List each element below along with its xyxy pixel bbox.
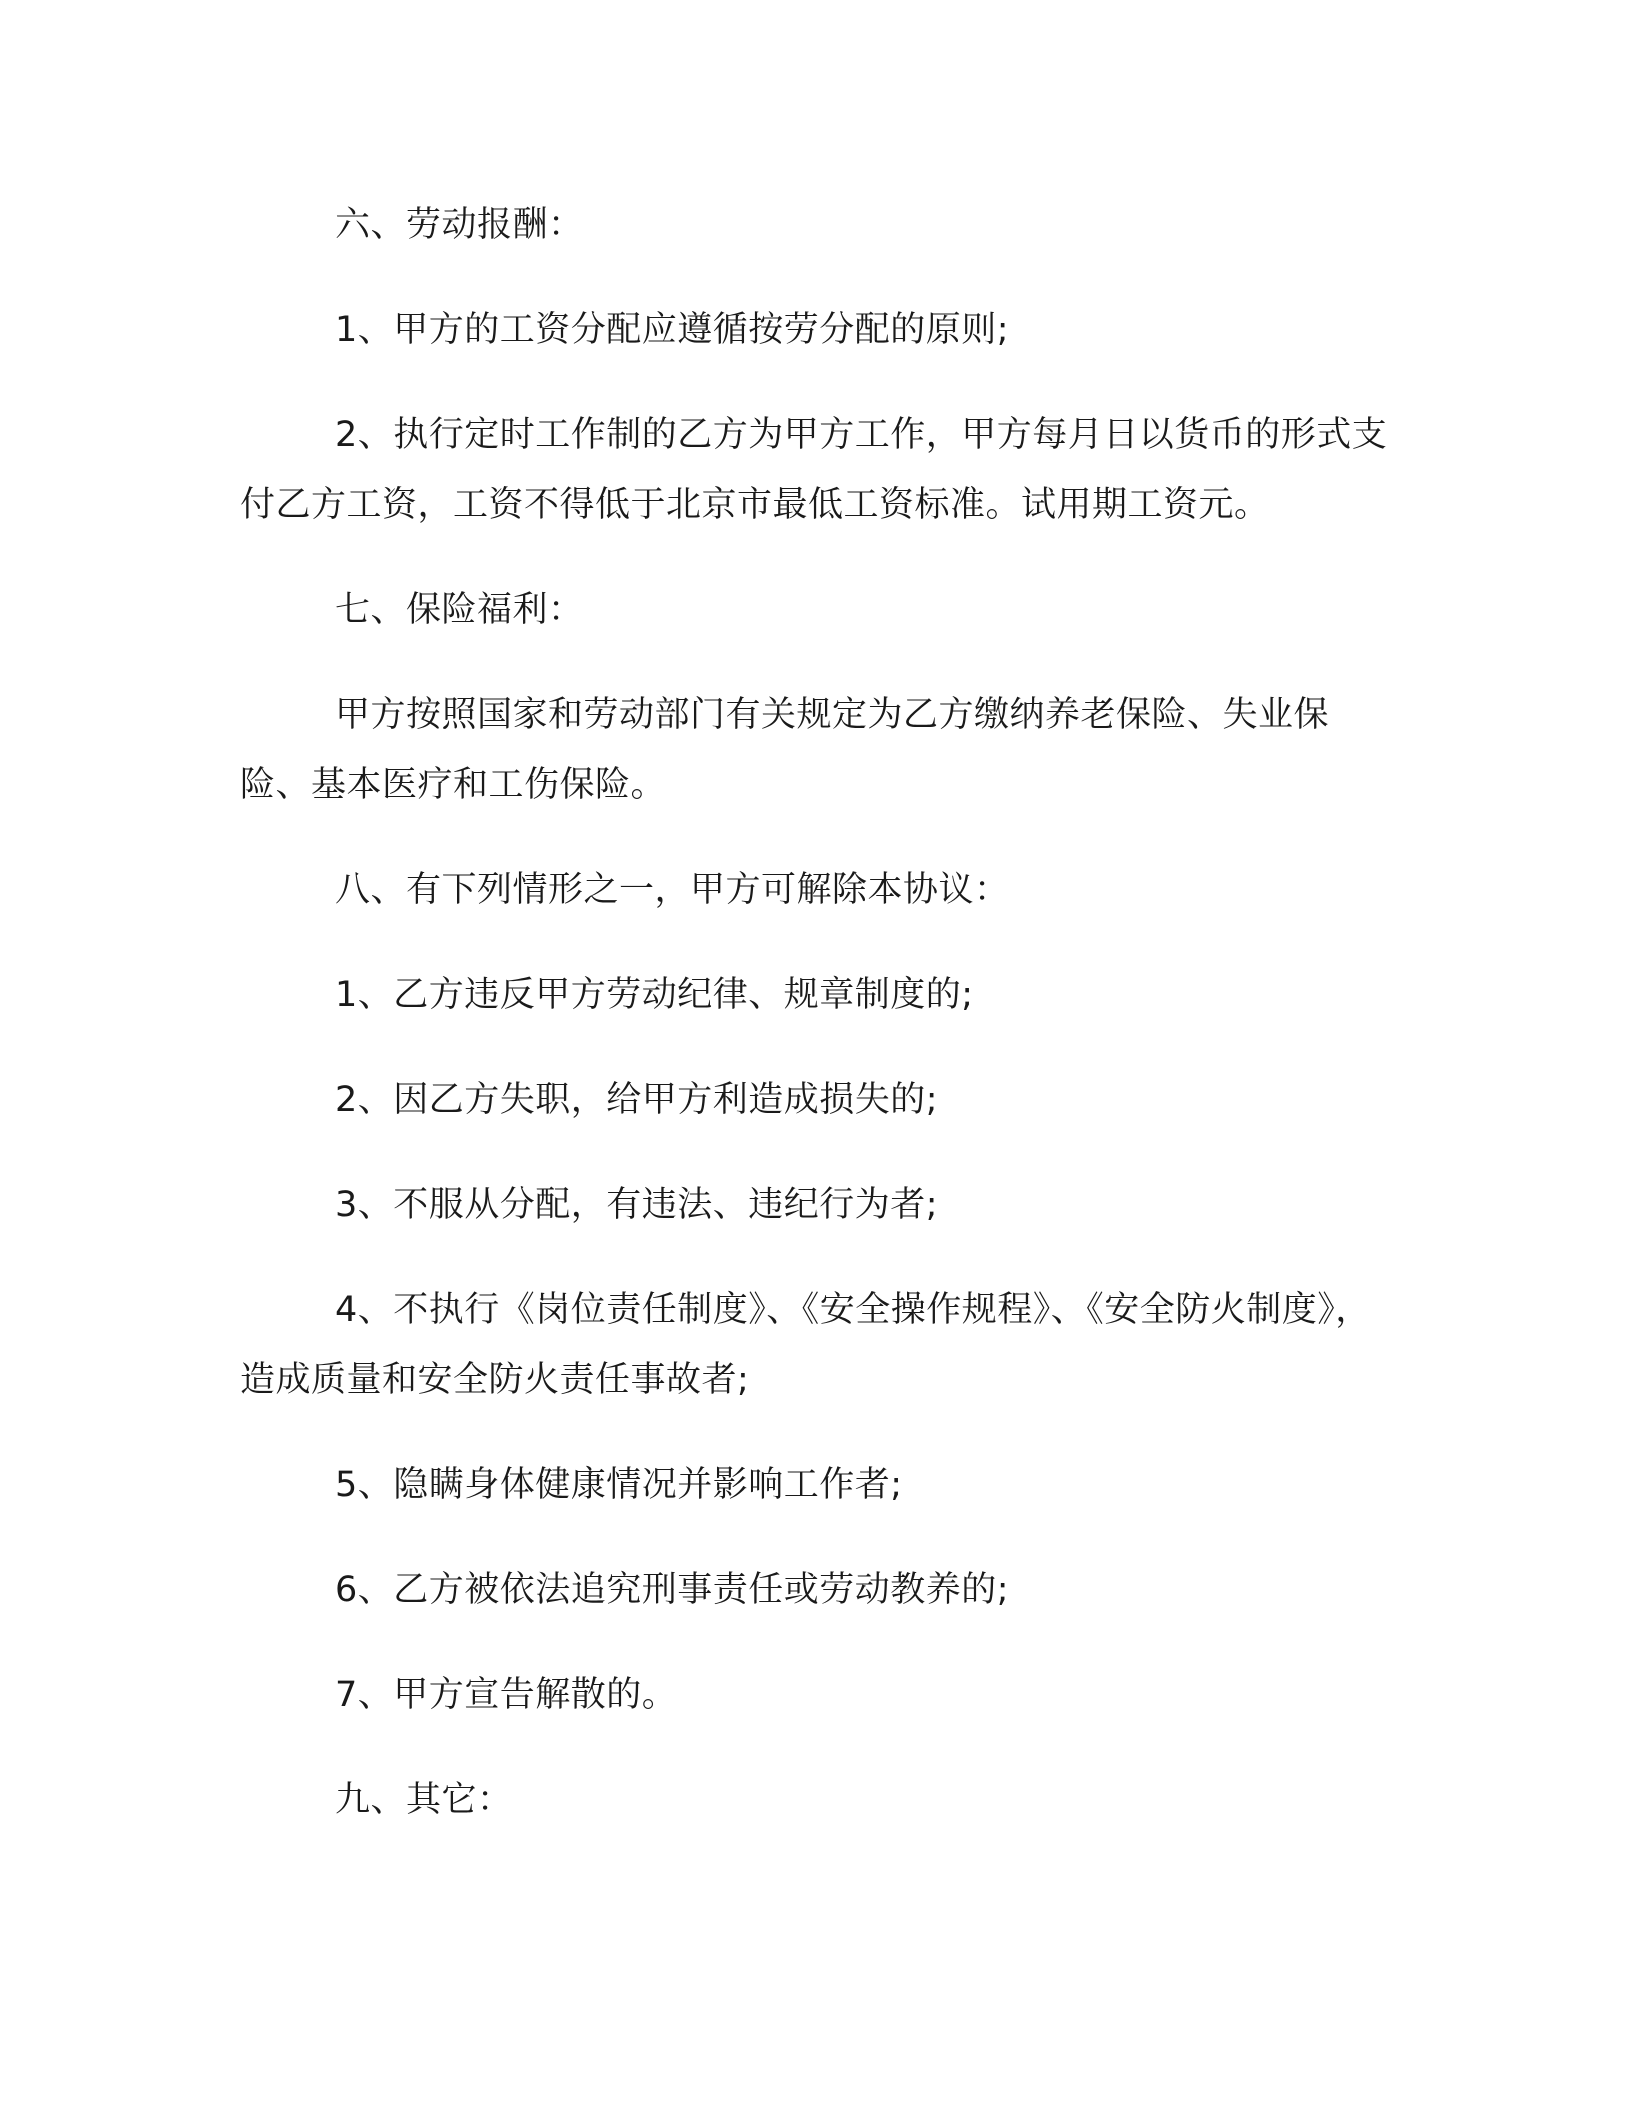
document-page xyxy=(240,190,1390,1870)
clause-insurance: 甲方按照国家和劳动部门有关规定为乙方缴纳养老保险、失业保险、基本医疗和工伤保险。 xyxy=(240,695,1330,805)
section-heading-other: 九、其它： xyxy=(335,1780,513,1820)
section-heading-labor-remuneration: 六、劳动报酬： xyxy=(335,205,584,245)
section-heading-insurance-welfare: 七、保险福利： xyxy=(335,590,584,630)
termination-item-4: 4、不执行《岗位责任制度》、《安全操作规程》、《安全防火制度》，造成质量和安全防火责任事故者; xyxy=(240,1290,1371,1400)
termination-item-3: 3、不服从分配，有违法、违纪行为者; xyxy=(335,1185,939,1225)
termination-item-6: 6、乙方被依法追究刑事责任或劳动教养的; xyxy=(335,1570,1010,1610)
termination-item-2: 2、因乙方失职，给甲方利造成损失的; xyxy=(335,1080,939,1120)
termination-item-7: 7、甲方宣告解散的。 xyxy=(335,1675,678,1715)
clause-wage-principle: 1、甲方的工资分配应遵循按劳分配的原则; xyxy=(335,310,1010,350)
termination-item-5: 5、隐瞒身体健康情况并影响工作者; xyxy=(335,1465,903,1505)
clause-wage-payment: 2、执行定时工作制的乙方为甲方工作，甲方每月日以货币的形式支付乙方工资，工资不得低于北京市最低工资标准。试用期工资元。 xyxy=(240,415,1388,525)
termination-item-1: 1、乙方违反甲方劳动纪律、规章制度的; xyxy=(335,975,974,1015)
section-heading-termination: 八、有下列情形之一，甲方可解除本协议： xyxy=(335,870,1010,910)
